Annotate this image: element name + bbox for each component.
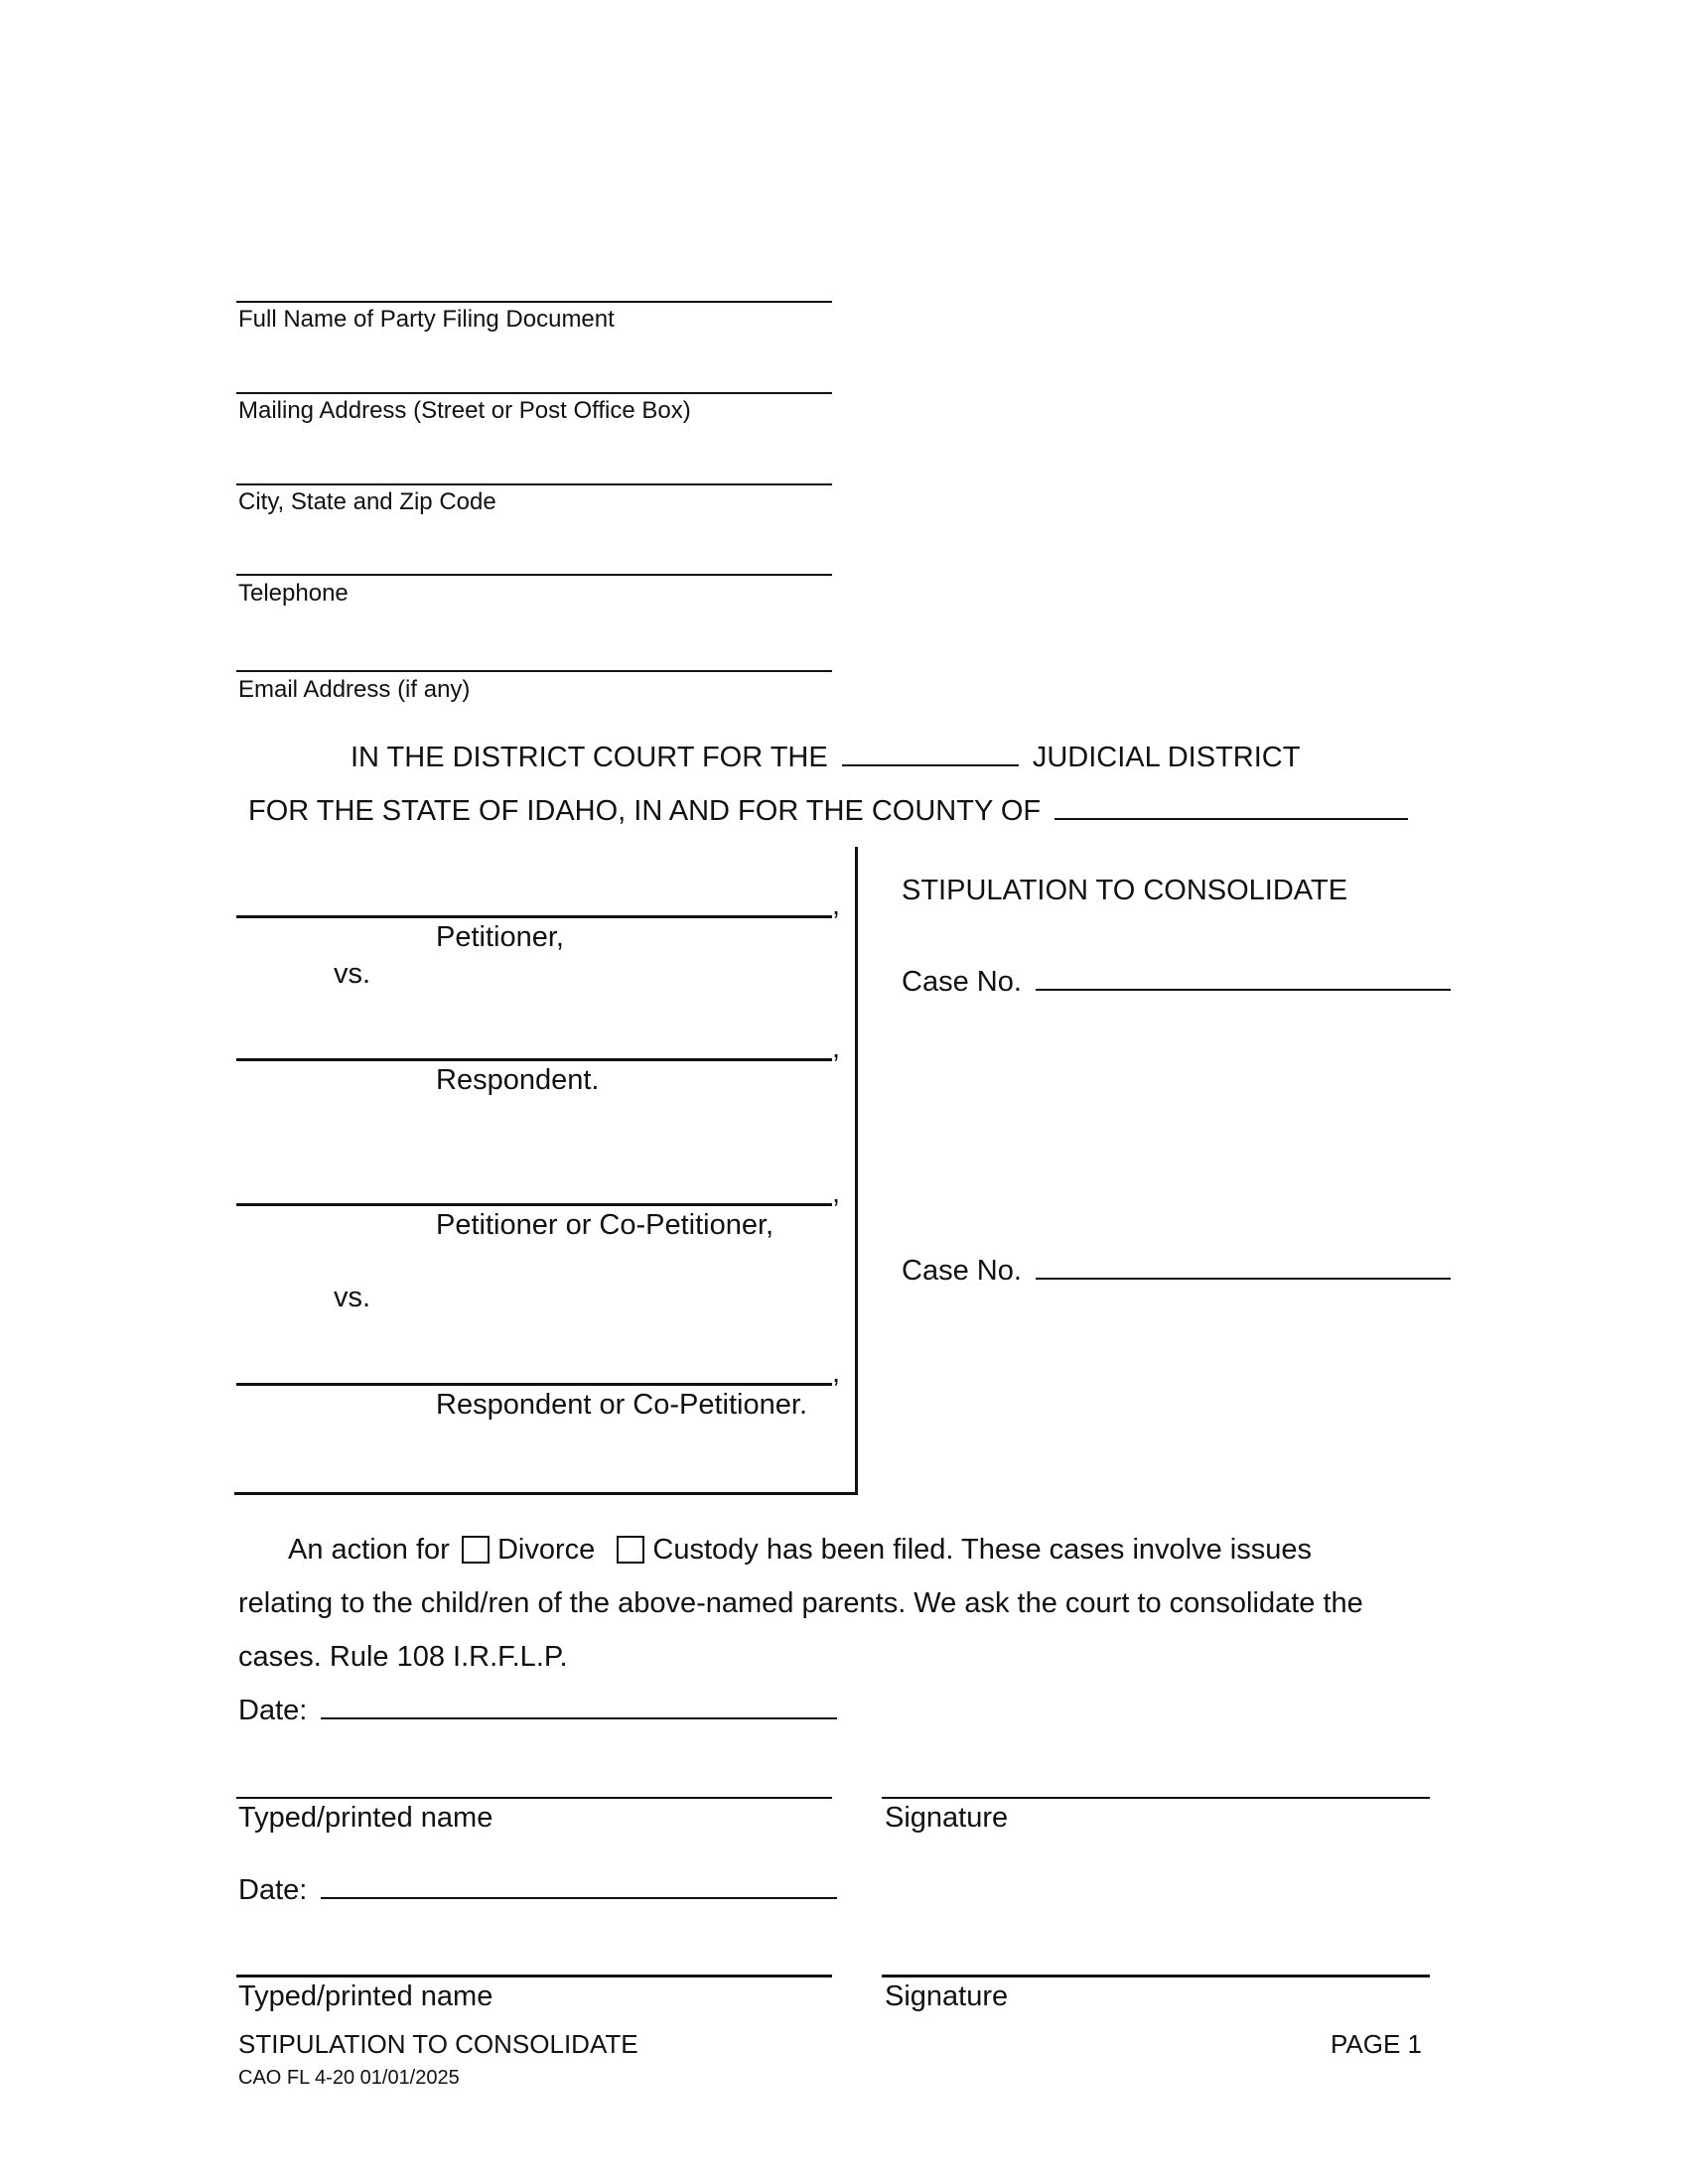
county-blank[interactable] <box>1055 818 1408 820</box>
respondent-name-line[interactable] <box>236 1058 832 1061</box>
city-state-zip-label: City, State and Zip Code <box>238 488 496 515</box>
court-line-1-prefix: IN THE DISTRICT COURT FOR THE <box>351 742 828 773</box>
caption-bottom-rule <box>234 1492 858 1495</box>
case-number-1-blank[interactable] <box>1036 989 1451 991</box>
respondent2-label: Respondent or Co-Petitioner. <box>436 1389 807 1421</box>
date-field-1 <box>238 1695 837 1727</box>
date-label-1: Date: <box>238 1695 308 1726</box>
comma-1: , <box>832 889 841 921</box>
signature-line-2[interactable] <box>882 1975 1430 1978</box>
petitioner-name-line[interactable] <box>236 915 832 918</box>
body-line-2: relating to the child/ren of the above-named parents. We ask the court to consolidate the <box>238 1587 1363 1619</box>
court-line-2-prefix: FOR THE STATE OF IDAHO, IN AND FOR THE COUNTY OF <box>248 795 1042 827</box>
footer-title: STIPULATION TO CONSOLIDATE <box>238 2029 638 2059</box>
court-line-1 <box>351 742 1300 774</box>
typed-name-line-2[interactable] <box>236 1975 832 1978</box>
full-name-label: Full Name of Party Filing Document <box>238 306 615 333</box>
comma-4: , <box>832 1357 841 1389</box>
case-number-1-label: Case No. <box>902 966 1022 998</box>
body-line-1 <box>288 1534 1312 1567</box>
petitioner-label: Petitioner, <box>436 921 564 953</box>
typed-name-label-2: Typed/printed name <box>238 1980 493 2012</box>
date-label-2: Date: <box>238 1874 308 1906</box>
mailing-address-line[interactable] <box>236 392 832 394</box>
body-line-3: cases. Rule 108 I.R.F.L.P. <box>238 1641 568 1673</box>
action-prefix: An action for <box>288 1534 450 1566</box>
respondent2-name-line[interactable] <box>236 1383 832 1386</box>
vs-label-1: vs. <box>334 958 371 990</box>
mailing-address-label: Mailing Address (Street or Post Office Box) <box>238 397 691 424</box>
full-name-line[interactable] <box>236 301 832 303</box>
case-number-2-label: Case No. <box>902 1255 1022 1287</box>
email-line[interactable] <box>236 670 832 672</box>
footer-page-number: PAGE 1 <box>1331 2029 1423 2059</box>
email-label: Email Address (if any) <box>238 676 471 703</box>
typed-name-line-1[interactable] <box>236 1797 832 1799</box>
custody-label: Custody has been filed. These cases involve issues <box>652 1534 1313 1566</box>
date-blank-2[interactable] <box>321 1897 837 1899</box>
vs-label-2: vs. <box>334 1282 371 1313</box>
telephone-label: Telephone <box>238 580 349 607</box>
case-number-1 <box>902 966 1451 999</box>
comma-2: , <box>832 1032 841 1064</box>
case-number-2 <box>902 1255 1451 1288</box>
petitioner2-label: Petitioner or Co-Petitioner, <box>436 1209 774 1241</box>
court-line-1-suffix: JUDICIAL DISTRICT <box>1032 742 1301 773</box>
divorce-checkbox[interactable] <box>462 1536 490 1564</box>
signature-line-1[interactable] <box>882 1797 1430 1799</box>
footer-form-id: CAO FL 4-20 01/01/2025 <box>238 2067 460 2089</box>
stipulation-title: STIPULATION TO CONSOLIDATE <box>902 875 1348 906</box>
city-state-zip-line[interactable] <box>236 483 832 485</box>
custody-checkbox[interactable] <box>617 1536 644 1564</box>
case-number-2-blank[interactable] <box>1036 1278 1451 1280</box>
respondent-label: Respondent. <box>436 1064 600 1096</box>
divorce-label: Divorce <box>496 1534 596 1566</box>
comma-3: , <box>832 1177 841 1209</box>
date-blank-1[interactable] <box>321 1717 837 1719</box>
court-line-2 <box>248 795 1408 828</box>
petitioner2-name-line[interactable] <box>236 1203 832 1206</box>
caption-divider <box>855 847 858 1494</box>
date-field-2 <box>238 1874 837 1907</box>
signature-label-2: Signature <box>885 1980 1009 2012</box>
telephone-line[interactable] <box>236 574 832 576</box>
typed-name-label-1: Typed/printed name <box>238 1802 493 1834</box>
signature-label-1: Signature <box>885 1802 1009 1834</box>
judicial-district-blank[interactable] <box>842 764 1019 766</box>
